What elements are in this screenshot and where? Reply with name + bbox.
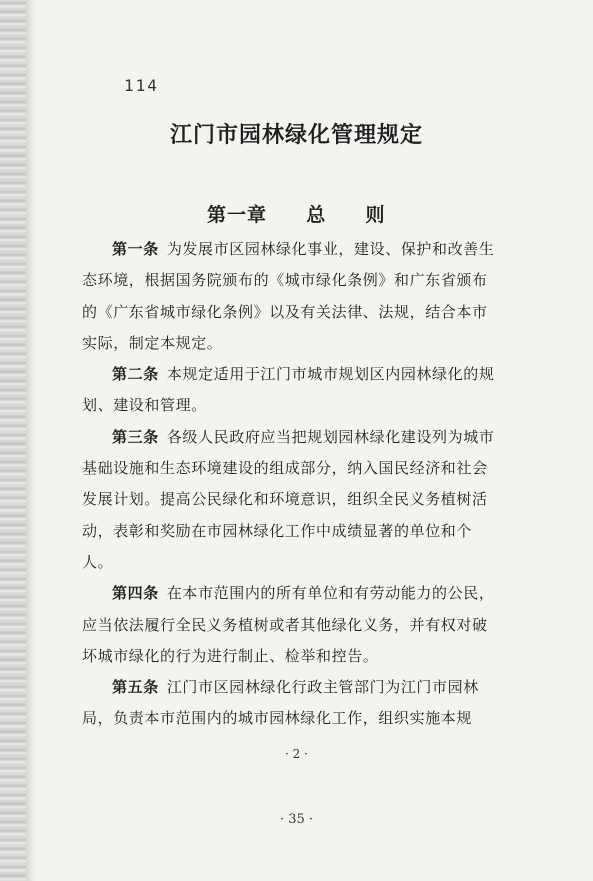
chapter-name-part2: 则 (365, 204, 386, 226)
article-3-label: 第三条 (112, 427, 159, 446)
chapter-number: 第一章 (207, 204, 268, 226)
article-1-text: 为发展市区园林绿化事业，建设、保护和改善生态环境，根据国务院颁布的《城市绿化条例》和广东省颁布的《广东省城市绿化条例》以及有关法律、法规，结合本市实际，制定本规定。 (82, 240, 495, 352)
document-title: 江门市园林绿化管理规定 (169, 122, 423, 148)
page-number-top: 114 (124, 76, 159, 95)
article-2-label: 第二条 (112, 365, 159, 384)
article-4 (82, 578, 496, 672)
article-1 (82, 234, 496, 359)
chapter-title (207, 200, 386, 227)
body-text (82, 234, 496, 735)
article-4-text: 在本市范围内的所有单位和有劳动能力的公民，应当依法履行全民义务植树或者其他绿化义务，并有权对破坏城市绿化的行为进行制止、检举和控告。 (82, 584, 495, 665)
article-1-label: 第一条 (112, 240, 159, 258)
article-3-text: 各级人民政府应当把规划园林绿化建设列为城市基础设施和生态环境建设的组成部分，纳入国民经济和社会发展计划。提高公民绿化和环境意识，组织全民义务植树活动，表彰和奖励在市园林绿化工作中成绩显著的单位和个人。 (82, 427, 495, 571)
article-2-text: 本规定适用于江门市城市规划区内园林绿化的规划、建设和管理。 (82, 365, 495, 415)
outer-page-number: · 35 · (279, 812, 314, 827)
inner-page-number: · 2 · (285, 747, 308, 761)
article-5-text: 江门市区园林绿化行政主管部门为江门市园林局，负责本市范围内的城市园林绿化工作，组织实施本规 (82, 678, 479, 728)
article-3 (82, 422, 496, 578)
article-5 (82, 672, 496, 735)
article-2 (82, 359, 496, 422)
article-4-label: 第四条 (112, 584, 159, 603)
chapter-name-part1: 总 (306, 204, 327, 226)
article-5-label: 第五条 (112, 678, 159, 697)
